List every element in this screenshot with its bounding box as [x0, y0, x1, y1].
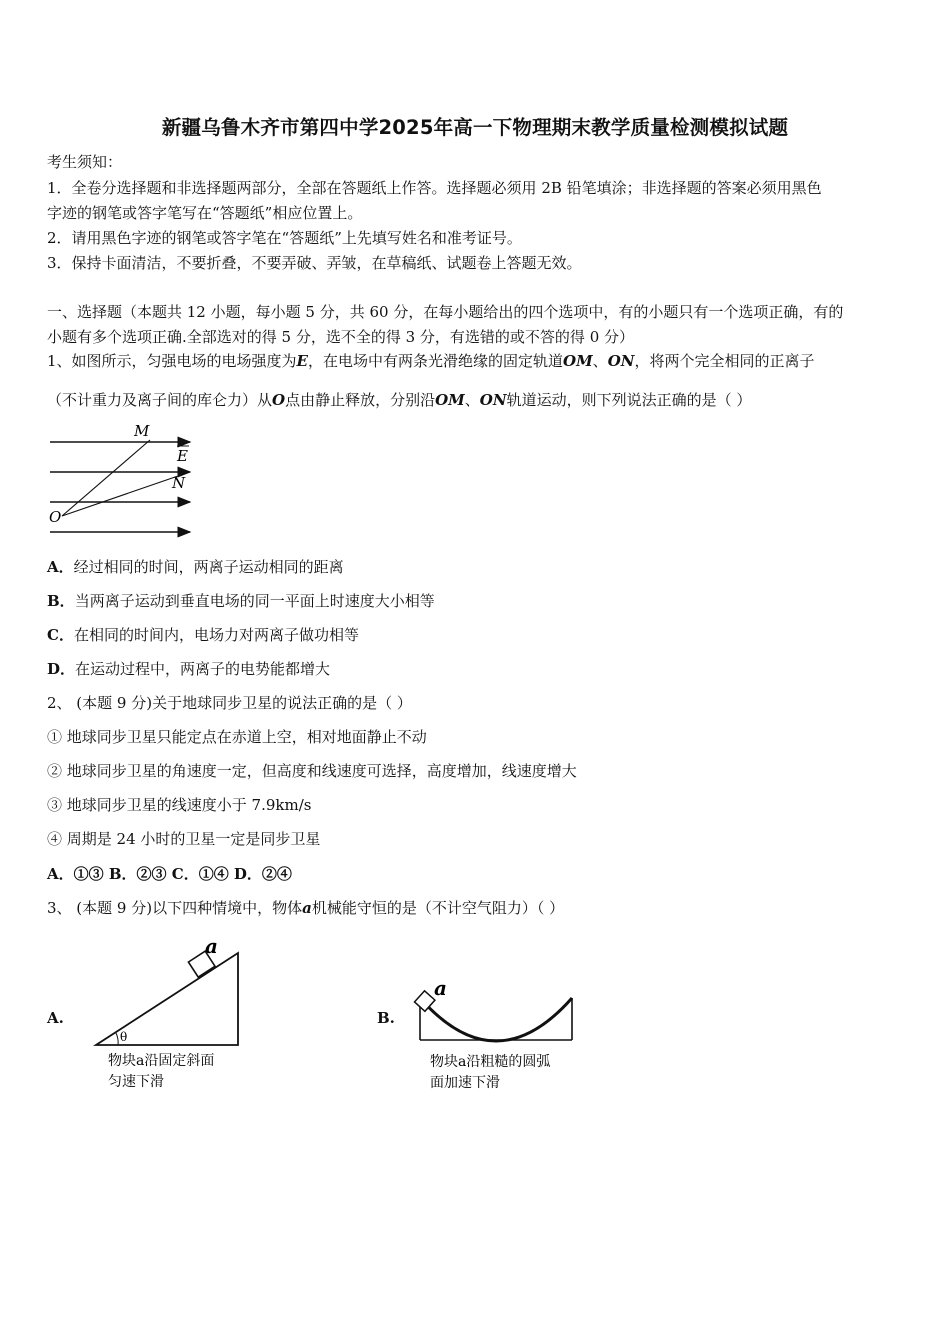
caption-a-line1: 物块a沿固定斜面: [108, 1053, 215, 1069]
notice-item-1-cont: 字迹的钢笔或答字笔写在“答题纸”相应位置上。: [47, 204, 363, 222]
notice-item-2: 2．请用黑色字迹的钢笔或答字笔在“答题纸”上先填写姓名和准考证号。: [47, 229, 522, 247]
block-a: [414, 991, 434, 1012]
label-m: M: [134, 422, 150, 440]
caption-b-line2: 面加速下滑: [430, 1075, 500, 1091]
q1-option-b: B．当两离子运动到垂直电场的同一平面上时速度大小相等: [47, 592, 435, 610]
q2-statement-1: ① 地球同步卫星只能定点在赤道上空，相对地面静止不动: [47, 728, 427, 746]
q2-choices: A．①③ B．②③ C．①④ D．②④: [47, 865, 292, 883]
arc-surface: [420, 998, 572, 1041]
q2-statement-2: ② 地球同步卫星的角速度一定，但高度和线速度可选择，高度增加，线速度增大: [47, 762, 577, 780]
section-heading: 一、选择题（本题共 12 小题，每小题 5 分，共 60 分，在每小题给出的四个选项中，有的小题只有一个选项正确，有的: [47, 303, 844, 321]
q1-option-c: C．在相同的时间内，电场力对两离子做功相等: [47, 626, 359, 644]
q2-statement-4: ④ 周期是 24 小时的卫星一定是同步卫星: [47, 830, 321, 848]
q1-stem-line2: （不计重力及离子间的库仑力）从O点由静止释放，分别沿OM、ON轨道运动，则下列说法正确的是（ ）: [47, 391, 752, 409]
q1-stem-line1: 1、如图所示，匀强电场的电场强度为E，在电场中有两条光滑绝缘的固定轨道OM、ON，将两个完全相同的正离子: [47, 352, 815, 370]
notice-heading: 考生须知：: [47, 153, 123, 171]
q3-option-a-key: A.: [47, 1009, 64, 1027]
incline-triangle: [96, 953, 238, 1045]
section-heading-cont: 小题有多个选项正确.全部选对的得 5 分，选不全的得 3 分，有选错的或不答的得 0 分）: [47, 328, 635, 346]
caption-b-line1: 物块a沿粗糙的圆弧: [430, 1054, 551, 1070]
track-om: [62, 440, 150, 516]
page-title: 新疆乌鲁木齐市第四中学2025年高一下物理期末教学质量检测模拟试题: [161, 116, 789, 139]
theta-label: θ: [120, 1030, 128, 1044]
label-n: N: [172, 474, 186, 492]
arc-surface-figure: [410, 972, 585, 1097]
q1-option-a: A．经过相同的时间，两离子运动相同的距离: [47, 558, 344, 576]
q2-statement-3: ③ 地球同步卫星的线速度小于 7.9km/s: [47, 796, 312, 814]
q3-option-b-key: B.: [377, 1009, 395, 1027]
label-a: a: [205, 935, 218, 958]
electric-field-figure: [40, 418, 210, 543]
incline-figure: [88, 935, 248, 1095]
label-o: O: [49, 508, 62, 526]
label-a: a: [434, 976, 447, 1000]
track-on: [62, 476, 178, 516]
label-e: E: [177, 447, 188, 465]
notice-item-3: 3．保持卡面清洁，不要折叠，不要弄破、弄皱，在草稿纸、试题卷上答题无效。: [47, 254, 582, 272]
q3-stem: 3、 (本题 9 分)以下四种情境中，物体a机械能守恒的是（不计空气阻力）（ ）: [47, 899, 565, 917]
angle-arc: [116, 1033, 118, 1045]
caption-a-line2: 匀速下滑: [108, 1074, 164, 1090]
q2-stem: 2、 (本题 9 分)关于地球同步卫星的说法正确的是（ ）: [47, 694, 412, 712]
q1-option-d: D．在运动过程中，两离子的电势能都增大: [47, 660, 331, 678]
notice-item-1: 1．全卷分选择题和非选择题两部分，全部在答题纸上作答。选择题必须用 2B 铅笔填涂；非选择题的答案必须用黑色: [47, 179, 822, 197]
